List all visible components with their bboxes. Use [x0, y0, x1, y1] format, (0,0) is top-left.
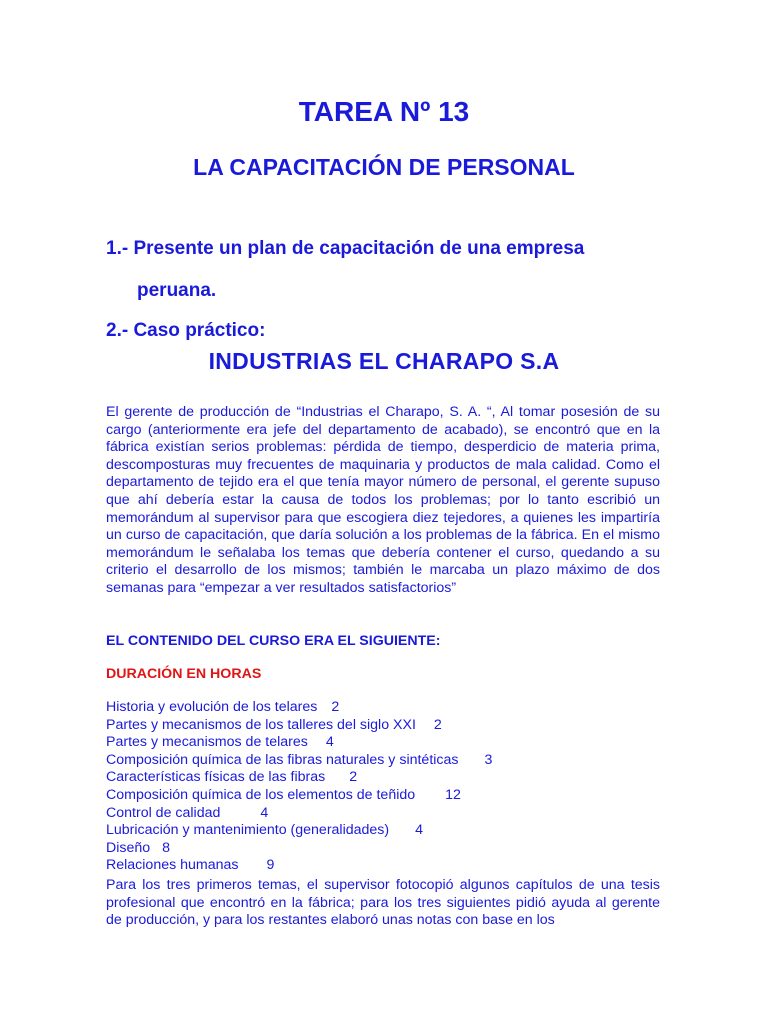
course-item: [106, 840, 666, 858]
question-2: 2.- Caso práctico:: [106, 320, 266, 341]
course-item: [106, 752, 666, 770]
course-item: [106, 734, 666, 752]
company-heading: INDUSTRIAS EL CHARAPO S.A: [208, 348, 560, 374]
course-list: [106, 699, 666, 875]
course-topic: Lubricación y mantenimiento (generalidades): [106, 822, 390, 839]
course-hours: 9: [266, 857, 275, 874]
course-hours: 4: [325, 734, 334, 751]
course-item: [106, 787, 666, 805]
course-item: [106, 805, 666, 823]
course-topic: Composición química de los elementos de teñido: [106, 786, 416, 803]
question-1-continuation: peruana.: [137, 280, 217, 301]
course-item: [106, 857, 666, 875]
course-hours: 4: [415, 822, 424, 839]
course-hours: 2: [331, 699, 340, 715]
case-paragraph: El gerente de producción de “Industrias el Charapo, S. A. “, Al tomar posesión de su cargo (anteriormente era jefe del departamento de acabado), se encontró que en la fábrica existían serios problemas: pérdida de tiempo, desperdicio de materia prima, descomposturas muy frecuentes de maquinaria y productos de mala calidad. Como el departamento de tejido era el que tenía mayor número de personal, el gerente supuso que ahí debería estar la causa de todos los problemas; por lo tanto escribió un memorándum al supervisor para que escogiera diez tejedores, a quienes les impartiría un curso de capacitación, que daría solución a los problemas de la fábrica. En el mismo memorándum le señalaba los temas que debería contener el curso, quedando a su criterio el desarrollo de los mismos; también le marcaba un plazo máximo de dos semanas para “empezar a ver resultados satisfactorios”: [106, 404, 660, 596]
course-item: [106, 717, 666, 735]
course-hours: 4: [260, 804, 269, 821]
question-1: 1.- Presente un plan de capacitación de una empresa: [106, 238, 585, 259]
page-title: TAREA Nº 13: [298, 96, 470, 127]
course-topic: Diseño: [106, 839, 151, 856]
page-subtitle: LA CAPACITACIÓN DE PERSONAL: [193, 154, 575, 180]
course-item: [106, 769, 666, 787]
course-hours: 2: [433, 716, 442, 733]
course-topic: Partes y mecanismos de los talleres del siglo XXI: [106, 716, 416, 733]
course-hours: 3: [484, 751, 493, 768]
course-hours: 12: [445, 786, 461, 803]
course-hours: 2: [349, 769, 358, 786]
closing-paragraph: Para los tres primeros temas, el supervisor fotocopió algunos capítulos de una tesis profesional que encontró en la fábrica; para los tres siguientes pidió ayuda al gerente de producción, y para los restantes elaboró unas notas con base en los: [106, 877, 660, 929]
course-topic: Composición química de las fibras naturales y sintéticas: [106, 751, 459, 768]
course-topic: Relaciones humanas: [106, 857, 239, 874]
course-hours: 8: [162, 839, 171, 856]
course-item: [106, 699, 666, 717]
course-topic: Características físicas de las fibras: [106, 769, 326, 786]
course-topic: Partes y mecanismos de telares: [106, 734, 308, 751]
course-content-heading: EL CONTENIDO DEL CURSO ERA EL SIGUIENTE:: [106, 633, 441, 649]
course-item: [106, 822, 666, 840]
duration-heading: DURACIÓN EN HORAS: [106, 666, 262, 682]
course-topic: Control de calidad: [106, 804, 221, 821]
course-topic: Historia y evolución de los telares: [106, 699, 318, 715]
